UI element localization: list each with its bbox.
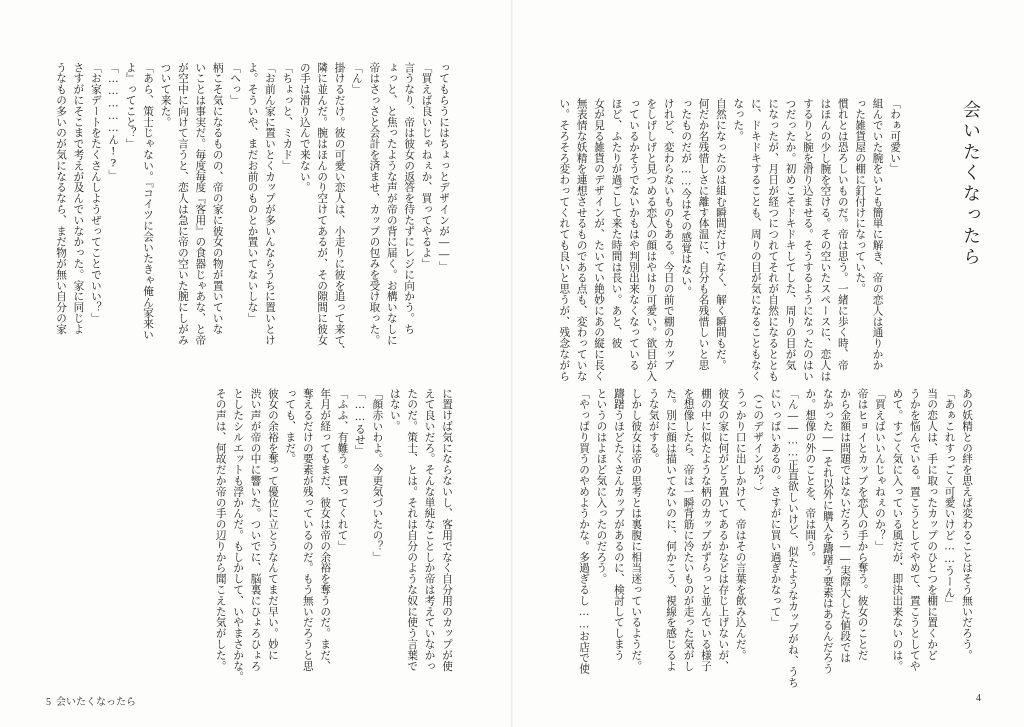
text-line: 自然になったのは組む瞬間だけでなく、解く瞬間もだ。 [714, 98, 727, 371]
text-line: 年月が経ってもまだ、彼女は帝の余裕を奪うのだ。まだ、 [319, 388, 332, 672]
text-line: 「ん――……正直欲しいけど、似たようなカップがね、うち [786, 388, 799, 688]
text-line: うなもの多いのが気になるなら、まだ物が無い自分の家 [55, 62, 68, 335]
text-line: から金額は問題ではないだろう――実際大した値段では [839, 388, 852, 664]
text-line: か。想像の外のことを、帝は問う。 [804, 388, 817, 563]
text-line: 帝はさっさと会計を済ませ、カップの包みを受け取った。 [368, 62, 381, 346]
text-line: 彼女の余裕を奪って優位に立とうなんてまだ早い。妙に [266, 388, 279, 661]
right-page-number: 4 [976, 693, 981, 704]
text-line: ってもらうにはちょっとデザインが――」 [438, 62, 450, 272]
text-line: っているかそうでないかもはや判別出来なくなっている [627, 98, 640, 371]
text-line: 「ふふ、有難う。買ってくれて」 [336, 388, 349, 552]
text-line: 「あら、策士じゃない。『コイツに会いたきゃ俺ん家来い [142, 62, 155, 341]
text-line: 隣に並んだ。腕はほんのり空けてあるが、その隙間に彼女 [316, 62, 329, 346]
text-line: 女が見る雑貨のデザインが、たいてい絶妙にあの縦に長く [593, 98, 606, 382]
text-line: 躊躇うほどたくさんカップがあるのに、検討してしまう [612, 388, 625, 661]
text-line: いことは事実だ。毎度毎度『客用』の食器じゃあな、と帝 [194, 62, 207, 346]
text-line: するりと腕を滑り込ませる。そうするようになったのはい [801, 98, 814, 382]
text-line: 奪えるだけの要素が残っているのだ。もう無いだろうと思 [301, 388, 314, 672]
text-line: よ』ってこと？」 [124, 62, 137, 150]
text-line: めて。すごく気に入っている風だが、即決出来ないのは。 [891, 388, 904, 672]
text-line: はほんの少し腕を空ける。その空いたスペースに、恋人は [819, 98, 832, 382]
text-line: 「買えばいいんじゃねぇのか？」 [873, 388, 886, 552]
text-line: 「あぁこれすっごく可愛いけど……うーん」 [943, 388, 956, 609]
left-folio [46, 693, 136, 708]
text-line: 「……るせ」 [353, 388, 366, 457]
text-line: あの妖精との絆を思えば変わることはそう無いだろう。 [961, 388, 973, 661]
right-page-bottom-column [575, 388, 975, 688]
text-line: の手は滑り込んで来ない。 [298, 62, 311, 193]
text-line: 柄こそ気になるものの、帝の家に彼女の物が置いていな [211, 62, 224, 335]
text-line: たのだ。策士、とは。それは自分のような奴に使う言葉で [406, 388, 419, 672]
text-line: 渋い声が帝の中に響いた。ついでに、脳裏にひょろひょろ [249, 388, 262, 672]
text-line: 何だか名残惜しさに離す体温に、自分も名残惜しいと思 [697, 98, 710, 371]
text-line: なかった――それ以外に購入を躊躇う要素はあるんだろう [821, 388, 834, 675]
text-line: 当の恋人は、手に取ったカップのひとつを棚に置くかど [926, 388, 939, 661]
text-line: しかし彼女は帝の思考とは裏腹に相当迷っているようだ。 [630, 388, 643, 672]
text-line: 「ちょっと、ミカド」 [281, 62, 294, 171]
text-line: うかを悩んでいる。置こうとしてやめて、置こうとしてや [908, 388, 921, 672]
text-line: 彼女の家に何がどう置いてあるかなどは存じ上げないが、 [717, 388, 730, 672]
text-line: はない。 [388, 388, 401, 432]
text-line: さすがにそこまで考えが及んでいなかった。家に同じよ [72, 62, 85, 335]
text-line: が空中に向けて言うと、恋人は急に帝の空いた腕にしがみ [176, 62, 189, 346]
text-line: というのはよほど気に入ったのだろう。 [595, 388, 608, 585]
text-line: 「……………ん!?」 [107, 62, 120, 181]
text-line: 「へっ」 [229, 62, 242, 106]
chapter-title: 会いたくなったら [960, 100, 982, 268]
text-line: に、ドキドキすることも、周りの目が気になることもなく [749, 98, 762, 382]
text-line: 掛けるだけ。彼の可愛い恋人は、小走りに彼を追って来て、 [333, 62, 346, 357]
text-line: つだったか。初めこそドキドキしてした、周りの目が気 [784, 98, 797, 371]
text-line: その声は、何故だか帝の手の辺りから聞こえた気がした。 [214, 388, 227, 672]
running-head: 会いたくなったら [56, 697, 136, 708]
text-line: ったものだが……今はその感覚はない。 [680, 98, 693, 297]
text-line: をしげしげと見つめる恋人の顔はやはり可愛い。欲目が入 [645, 98, 658, 382]
right-page-top-column [558, 98, 903, 382]
text-line: 「やっぱり買うのやめようかな。多過ぎるし……お店で使 [578, 388, 591, 675]
text-line: に置けば気にならないし、客用でなく自分用のカップが使 [441, 388, 453, 672]
text-line: ほど、ふたりが過ごして来た時間は長い。あと、彼 [610, 98, 623, 349]
text-line: を想像したら、帝は一瞬背筋に冷たいものが走った気がし [682, 388, 695, 672]
text-line: 組んでいた腕をいとも簡単に解き、帝の恋人は通りかか [871, 98, 884, 371]
text-line: 棚の中に似たような柄のカップがずらっと並んでいる様子 [699, 388, 712, 672]
text-line: 帝はヒョイとカップを恋人の手から奪う。彼女のことだ [856, 388, 869, 661]
left-page-top-column [40, 62, 452, 358]
text-line: としたシルエットも浮かんだ。もしかして、いやまさかな。 [232, 388, 245, 683]
left-page-number: 5 [46, 697, 51, 708]
text-line: よ。そういや、まだお前のものとか置いてないしな」 [246, 62, 259, 324]
text-line: 「お家デートをたくさんしようぜってことでいい？」 [89, 62, 102, 324]
text-line: ょっと、と焦ったような声が帝の背に届く。お構いなしに [385, 62, 398, 346]
text-line: えて良いだろ。そんな単純なことしか帝は考えていなかっ [423, 388, 436, 672]
text-line: 「顔赤いわよ。今更気づいたの？」 [371, 388, 384, 563]
text-line: 「わぁ可愛い」 [889, 98, 901, 175]
text-line: 言うなり、帝は彼女の返答を待たずにレジに向かう。ち [403, 62, 416, 335]
text-line: い。そろそろ変わってくれても良いと思うが、残念ながら [558, 98, 571, 382]
text-line: 「ん」 [350, 62, 363, 95]
text-line: った雑貨屋の棚に釘付けになっていた。 [854, 98, 867, 295]
text-line: けれど、変わらないものもある。今日の前で棚のカップ [662, 98, 675, 371]
text-line: た。別に顔は描いてないのに、何かこう、視線を感じるよ [665, 388, 678, 672]
text-line: うな気がする。 [647, 388, 660, 465]
text-line: （このデザインが？） [752, 388, 765, 497]
text-line: なった。 [732, 98, 745, 142]
text-line: になったが、月日が経つにつれてそれが自然になるととも [767, 98, 780, 382]
text-line: っても、まだ。 [284, 388, 297, 465]
text-line: 「お前ん家に置いとくカップが多いんならうちに置いとけ [263, 62, 276, 346]
right-folio [976, 693, 981, 704]
text-line: 「買えば良いじゃねぇか、買ってやるよ」 [420, 62, 433, 270]
text-line: ついて来た。 [159, 62, 172, 128]
text-line: うっかり口に出しかけて、帝はその言葉を飲み込んだ。 [734, 388, 747, 661]
text-line: 無表情な妖精を連想させるものである点も、変わっていな [575, 98, 588, 382]
text-line: 慣れとは恐ろしいものだ。帝は思う。一緒に歩く時、帝 [836, 98, 849, 371]
left-page-bottom-column [205, 388, 455, 683]
text-line: にいっぱいあるの。さすがに買い過ぎかなって」 [769, 388, 782, 628]
